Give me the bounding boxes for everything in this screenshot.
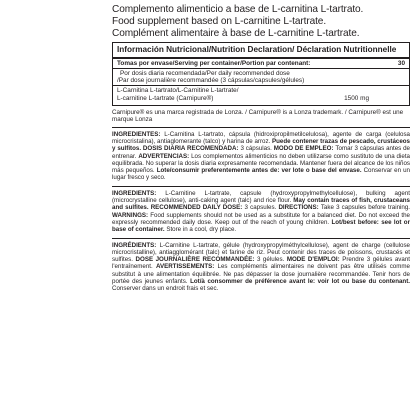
bold-text-run: INGREDIENTS: bbox=[112, 189, 166, 197]
bold-text-run: Lot/best before: see lot or base of container. bbox=[112, 218, 410, 234]
daily-dose-row bbox=[113, 69, 409, 87]
bold-text-run: MODE D'EMPLOI: bbox=[286, 256, 343, 264]
product-description bbox=[112, 4, 410, 39]
text-run: Tomar 3 cápsulas antes de entrenar. bbox=[112, 145, 410, 160]
ingredients-block-en bbox=[112, 187, 410, 239]
label-page bbox=[0, 4, 416, 420]
bold-text-run: ADVERTENCIAS: bbox=[138, 152, 192, 160]
bold-text-run: May contain traces of fish, crustaceans and sulfites. RECOMMENDED DAILY DOSE: bbox=[112, 197, 410, 212]
text-run: Les compléments alimentaires ne doivent pas être utilisés comme substitut à une alimentation équilibrée. Ne pas dépasser la dose journalière recommandée. Tenir hors de portée des jeunes enfants. bbox=[112, 263, 410, 286]
text-run: L-Carnitine L-tartrate, capsule (hydroxypropylmethylcellulose), bulking agent (microcrystalline cellulose), anti-caking agent (talc) and rice flour. bbox=[112, 189, 410, 205]
bold-text-run: DOSE JOURNALIÈRE RECOMMANDÉE: bbox=[135, 256, 257, 264]
servings-value: 30 bbox=[397, 59, 405, 67]
bold-text-run: MODO DE EMPLEO: bbox=[273, 145, 336, 153]
ingredient-row bbox=[113, 86, 409, 105]
bold-text-run: DIRECTIONS: bbox=[278, 204, 321, 212]
text-run: 3 cápsulas. bbox=[240, 145, 274, 153]
ingredient-amount: 1500 mg bbox=[344, 94, 369, 102]
text-run: 3 gélules. bbox=[256, 256, 287, 264]
bold-text-run: WARNINGS: bbox=[112, 211, 151, 219]
text-run: Prendre 3 gélules avant l'entraînement. bbox=[112, 256, 411, 271]
servings-row bbox=[113, 59, 409, 69]
bold-text-run: INGREDIENTES: bbox=[112, 130, 165, 138]
nutrition-table-header: Información Nutricional/Nutrition Declaration/ Déclaration Nutritionnelle bbox=[113, 43, 409, 58]
text-run: Conserver dans un endroit frais et sec. bbox=[112, 285, 219, 293]
bold-text-run: AVERTISSEMENTS: bbox=[155, 263, 218, 271]
description-es: Complemento alimenticio a base de L-carnitina L-tartrato. bbox=[112, 4, 364, 15]
ingredient-name-line: L-carnitine L-tartrate (Carnipure®) bbox=[117, 94, 214, 102]
bold-text-run: Puede contener trazas de pescado, crustáceos y sulfitos. DOSIS DIARIA RECOMENDADA: bbox=[112, 137, 410, 153]
bold-text-run: Lot/à consommer de préférence avant le: voir lot ou base du contenant. bbox=[190, 278, 410, 286]
ingredient-name bbox=[117, 87, 238, 102]
description-en: Food supplement based on L-carnitine L-tartrate. bbox=[112, 15, 327, 27]
description-fr: Complément alimentaire à base de L-carnitine L-tartrate. bbox=[112, 27, 360, 39]
daily-dose-line: Por dosis diaria recomendada/Per daily recommended dose bbox=[120, 69, 290, 77]
text-run: L-Carnitine L-tartrate, gélule (hydroxypropylméthylcellulose), agent de charge (cellulose microcristalline), antiagglomérant (talc) et farine de riz. Peut contenir des traces de poissons, crustacés et sulfites. bbox=[112, 241, 410, 264]
bold-text-run: Lote/consumir preferentemente antes de: ver lote o base del envase. bbox=[156, 167, 364, 175]
text-run: 3 capsules. bbox=[244, 204, 279, 212]
text-run: Food supplements should not be used as a substitute for a balanced diet. Do not exceed the expressly recommended daily dose. Keep out of the reach of young children. bbox=[112, 211, 410, 226]
text-run: Conservar en un lugar fresco y seco. bbox=[112, 167, 411, 182]
text-run: Store in a cool, dry place. bbox=[166, 226, 237, 234]
ingredients-block-fr bbox=[112, 239, 410, 297]
text-run: L-Carnitina L-tartrato, cápsula (hidroxipropilmetilcelulosa), agente de carga (celulosa microcristalina), antiaglomerante (talco) y harina de arroz. bbox=[112, 130, 410, 145]
bold-text-run: INGRÉDIENTS: bbox=[112, 241, 160, 249]
ingredient-name-line: L-Carnitina L-tartrato/L-Carnitine L-tartrate/ bbox=[117, 87, 239, 95]
text-run: Take 3 capsules before training. bbox=[320, 204, 410, 212]
text-run: Los complementos alimenticios no deben utilizarse como sustituto de una dieta equilibrada. No superar la dosis diaria expresamente recomendada. Mantener fuera del alcance de los niños más pequeños. bbox=[112, 152, 410, 175]
ingredients-block-es bbox=[112, 128, 410, 187]
servings-label: Tomas por envase/Serving per container/Portion par contenant: bbox=[117, 59, 311, 67]
nutrition-table bbox=[112, 42, 410, 106]
trademark-notice: Carnipure® es una marca registrada de Lonza. / Carnipure® is a Lonza trademark. / Carnipure® est une marque Lonza bbox=[112, 109, 410, 128]
daily-dose-line: /Par dose journalière recommandée (3 cápsulas/capsules/gélules) bbox=[117, 77, 305, 85]
